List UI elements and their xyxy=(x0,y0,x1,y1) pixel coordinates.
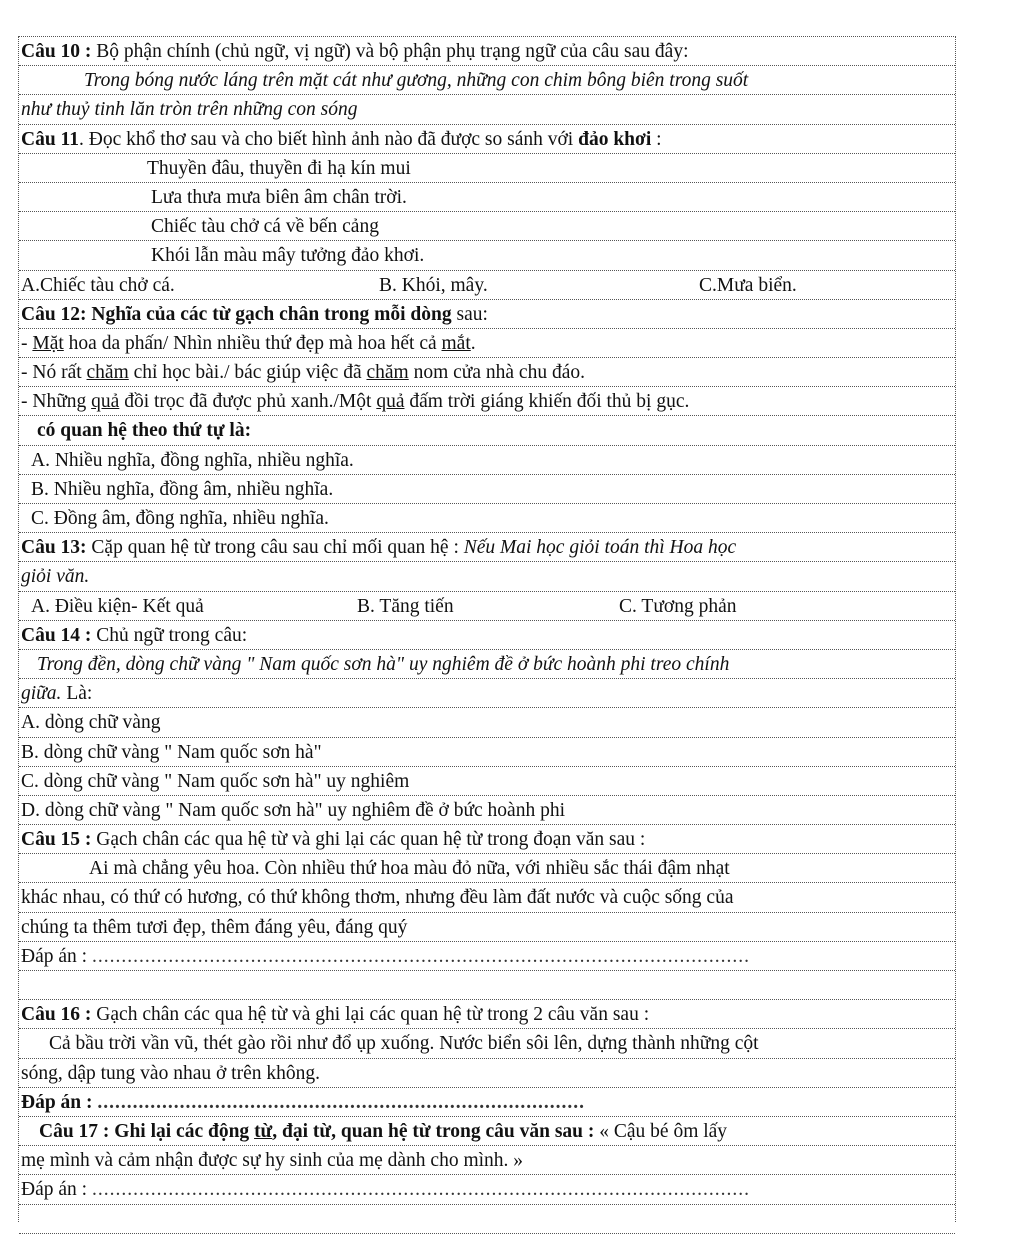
q13-option-c[interactable]: C. Tương phản xyxy=(619,595,737,617)
q15-answer-label: Đáp án : xyxy=(21,945,92,967)
q12-item2-end: nom cửa nhà chu đáo. xyxy=(408,362,585,384)
q14-label: Câu 14 : xyxy=(21,624,92,646)
q15-line xyxy=(19,825,955,854)
q13-text: Cặp quan hệ từ trong câu sau chỉ mối quan hệ : xyxy=(86,537,464,559)
document-page xyxy=(18,36,956,1222)
q12-line xyxy=(19,300,955,329)
q12-text-after: sau: xyxy=(451,303,488,325)
q12-item3 xyxy=(19,387,955,416)
q16-text: Gạch chân các qua hệ từ và ghi lại các quan hệ từ trong 2 câu văn sau : xyxy=(91,1004,650,1026)
q12-item1-pre: - xyxy=(21,332,33,354)
q13-line xyxy=(19,533,955,562)
q12-item2-pre: - Nó rất xyxy=(21,362,87,384)
q14-option-a[interactable]: A. dòng chữ vàng xyxy=(19,708,955,737)
q12-relation-label: có quan hệ theo thứ tự là: xyxy=(19,416,955,445)
q10-passage-line2: như thuỷ tinh lăn tròn trên những con sóng xyxy=(19,95,955,124)
q12-item1-underlined: Mặt xyxy=(32,332,64,354)
q12-item3-mid: đồi trọc đã được phủ xanh./Một xyxy=(119,391,377,413)
q14-option-b[interactable]: B. dòng chữ vàng " Nam quốc sơn hà" xyxy=(19,738,955,767)
q15-answer-blank[interactable] xyxy=(19,971,955,1000)
q15-answer-dots: ................................................................................................................ xyxy=(91,945,750,967)
q16-answer-line[interactable] xyxy=(19,1088,955,1117)
q13-label: Câu 13: xyxy=(21,537,87,559)
q15-text: Gạch chân các qua hệ từ và ghi lại các quan hệ từ trong đoạn văn sau : xyxy=(91,829,646,851)
q14-line2 xyxy=(19,679,955,708)
q12-item2-mid: chỉ học bài./ bác giúp việc đã xyxy=(128,362,367,384)
q17-answer-blank[interactable] xyxy=(19,1205,955,1234)
q17-answer-label: Đáp án : xyxy=(21,1179,92,1201)
q12-label: Câu 12: xyxy=(21,303,87,325)
q17-answer-line[interactable] xyxy=(19,1175,955,1204)
q12-item1-end: . xyxy=(470,332,476,354)
q12-item1-underlined2: mắt xyxy=(441,332,471,354)
q13-option-b[interactable]: B. Tăng tiến xyxy=(357,595,454,617)
q12-item2-underlined2: chăm xyxy=(366,362,409,384)
q11-text-before: . Đọc khổ thơ sau và cho biết hình ảnh nào đã được so sánh với xyxy=(78,128,579,150)
q15-passage-line3: chúng ta thêm tươi đẹp, thêm đáng yêu, đáng quý xyxy=(19,913,955,942)
q15-answer-line[interactable] xyxy=(19,942,955,971)
q13-italic-line1: Nếu Mai học giỏi toán thì Hoa học xyxy=(463,537,737,559)
q16-line xyxy=(19,1000,955,1029)
q11-poem-line2: Lưa thưa mưa biên âm chân trời. xyxy=(19,183,955,212)
q12-item1 xyxy=(19,329,955,358)
q15-passage-line2: khác nhau, có thứ có hương, có thứ không thơm, nhưng đều làm đất nước và cuộc sống của xyxy=(19,883,955,912)
q14-line xyxy=(19,621,955,650)
q16-passage-line1: Cả bầu trời vần vũ, thét gào rồi như đổ ụp xuống. Nước biển sôi lên, dựng thành những cột xyxy=(19,1029,955,1058)
q17-line2: mẹ mình và cảm nhận được sự hy sinh của mẹ dành cho mình. » xyxy=(19,1146,955,1175)
q10-text: Bộ phận chính (chủ ngữ, vị ngữ) và bộ phận phụ trạng ngữ của câu sau đây: xyxy=(91,41,689,62)
right-margin xyxy=(958,0,1024,1222)
q16-answer-dots: ................................................................................... xyxy=(97,1091,586,1113)
q12-bold-text: Nghĩa của các từ gạch chân trong mỗi dòng xyxy=(86,303,452,325)
q10-label: Câu 10 : xyxy=(21,41,92,62)
q12-item2-underlined: chăm xyxy=(86,362,129,384)
q17-bold-mid: , đại từ, quan hệ từ trong câu văn sau : xyxy=(272,1120,600,1142)
q13-option-a[interactable]: A. Điều kiện- Kết quả xyxy=(31,595,204,617)
q11-options xyxy=(19,271,955,300)
q11-poem-line3: Chiếc tàu chở cá về bến cảng xyxy=(19,212,955,241)
q14-option-d[interactable]: D. dòng chữ vàng " Nam quốc sơn hà" uy nghiêm đề ở bức hoành phi xyxy=(19,796,955,825)
q17-answer-dots: ................................................................................................................ xyxy=(91,1179,750,1201)
q17-line xyxy=(19,1117,955,1146)
q11-text-after: : xyxy=(651,128,662,150)
q14-option-c[interactable]: C. dòng chữ vàng " Nam quốc sơn hà" uy nghiêm xyxy=(19,767,955,796)
q11-option-c[interactable]: C.Mưa biển. xyxy=(699,274,797,296)
q12-item3-underlined: quả xyxy=(91,391,120,413)
q12-item3-end: đấm trời giáng khiến đối thủ bị gục. xyxy=(404,391,690,413)
q16-label: Câu 16 : xyxy=(21,1004,92,1026)
q12-item3-underlined2: quả xyxy=(376,391,405,413)
q12-item2 xyxy=(19,358,955,387)
q13-options xyxy=(19,592,955,621)
q11-line xyxy=(19,125,955,154)
q14-text: Chủ ngữ trong câu: xyxy=(91,624,248,646)
q12-item1-mid: hoa da phấn/ Nhìn nhiều thứ đẹp mà hoa hết cả xyxy=(63,332,442,354)
q11-option-b[interactable]: B. Khói, mây. xyxy=(379,274,488,296)
q10-line xyxy=(19,37,955,66)
q14-italic-line2: giữa. xyxy=(21,683,62,705)
q12-option-c[interactable]: C. Đồng âm, đồng nghĩa, nhiều nghĩa. xyxy=(19,504,955,533)
q12-option-b[interactable]: B. Nhiều nghĩa, đồng âm, nhiều nghĩa. xyxy=(19,475,955,504)
q17-label: Câu 17 : Ghi lại các động xyxy=(39,1120,255,1142)
q15-label: Câu 15 : xyxy=(21,829,92,851)
q15-passage-line1: Ai mà chẳng yêu hoa. Còn nhiều thứ hoa màu đỏ nữa, với nhiều sắc thái đậm nhạt xyxy=(19,854,955,883)
q13-italic-line2: giỏi văn. xyxy=(19,562,955,591)
q16-passage-line2: sóng, dập tung vào nhau ở trên không. xyxy=(19,1059,955,1088)
q11-bold-word: đảo khơi xyxy=(578,128,652,150)
q17-text-after: « Cậu bé ôm lấy xyxy=(599,1120,728,1142)
q11-label: Câu 11 xyxy=(21,128,79,150)
q11-poem-line1: Thuyền đâu, thuyền đi hạ kín mui xyxy=(19,154,955,183)
q11-poem-line4: Khói lẫn màu mây tưởng đảo khơi. xyxy=(19,241,955,270)
q16-answer-label: Đáp án : xyxy=(21,1091,98,1113)
q10-passage-line1: Trong bóng nước láng trên mặt cát như gương, những con chim bông biên trong suốt xyxy=(19,66,955,95)
q14-line2-tail: Là: xyxy=(61,683,93,705)
q11-option-a[interactable]: A.Chiếc tàu chở cá. xyxy=(21,274,175,296)
q12-item3-pre: - Những xyxy=(21,391,92,413)
q17-bold-underlined: từ xyxy=(254,1120,273,1142)
q12-option-a[interactable]: A. Nhiều nghĩa, đồng nghĩa, nhiều nghĩa. xyxy=(19,446,955,475)
q14-italic-line1: Trong đền, dòng chữ vàng " Nam quốc sơn hà" uy nghiêm đề ở bức hoành phi treo chính xyxy=(19,650,955,679)
